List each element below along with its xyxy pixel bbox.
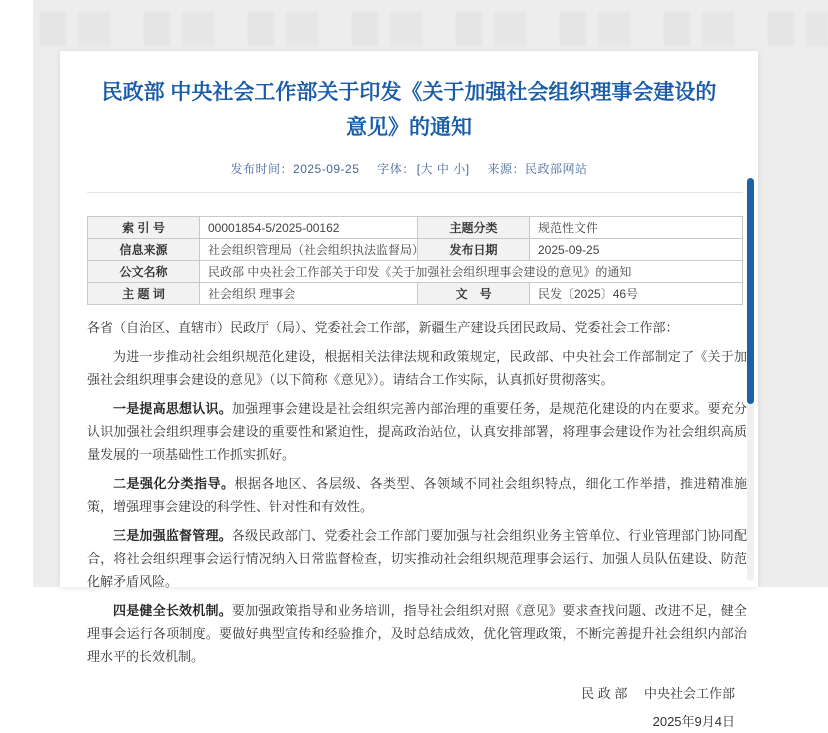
document-info-table	[87, 216, 743, 305]
paragraph-text: 加强理事会建设是社会组织完善内部治理的重要任务，是规范化建设的内在要求。要充分认识加强社会组织理事会建设的重要性和紧迫性，提高政治站位，认真安排部署，将理事会建设作为社会组织高质量发展的一项基础性工作抓实抓好。	[87, 401, 747, 462]
article-meta	[87, 160, 731, 177]
topic-category-value: 规范性文件	[530, 217, 743, 239]
index-number-value: 00001854-5/2025-00162	[200, 217, 418, 239]
publish-date-label: 发布日期	[418, 239, 530, 261]
point-1-paragraph	[87, 397, 747, 466]
left-margin-strip	[0, 0, 33, 587]
signature-date: 2025年9月4日	[652, 714, 735, 729]
paragraph-text: 各省（自治区、直辖市）民政厅（局）、党委社会工作部，新疆生产建设兵团民政局、党委社会工作部：	[87, 320, 679, 335]
font-size-label: 字体：	[377, 162, 415, 176]
point-4-paragraph	[87, 599, 747, 668]
table-row	[88, 283, 743, 305]
paragraph-lead: 四是健全长效机制。	[113, 603, 232, 618]
paragraph-text: 为进一步推动社会组织规范化建设，根据相关法律法规和政策规定，民政部、中央社会工作部制定了《关于加强社会组织理事会建设的意见》（以下简称《意见》）。请结合工作实际，认真抓好贯彻落实。	[87, 349, 747, 387]
background-watermark	[40, 12, 828, 46]
paragraph-text: 各级民政部门、党委社会工作部门要加强与社会组织业务主管单位、行业管理部门协同配合，将社会组织理事会运行情况纳入日常监督检查，切实推动社会组织规范理事会运行、加强人员队伍建设、防范化解矛盾风险。	[87, 528, 747, 589]
signature-block	[87, 682, 747, 733]
paragraph-text: 根据各地区、各层级、各类型、各领域不同社会组织特点，细化工作举措，推进精准施策，增强理事会建设的科学性、针对性和有效性。	[87, 476, 747, 514]
point-3-paragraph	[87, 524, 747, 593]
index-number-label: 索 引 号	[88, 217, 200, 239]
paragraph-text: 要加强政策指导和业务培训，指导社会组织对照《意见》要求查找问题、改进不足，健全理事会运行各项制度。要做好典型宣传和经验推介，及时总结成效，优化管理政策，不断完善提升社会组织内部治理水平的长效机制。	[87, 603, 747, 664]
topic-category-label: 主题分类	[418, 217, 530, 239]
keywords-value: 社会组织 理事会	[200, 283, 418, 305]
document-number-value: 民发〔2025〕46号	[530, 283, 743, 305]
document-name-label: 公文名称	[88, 261, 200, 283]
article-source: 来源：民政部网站	[487, 162, 588, 176]
signature-organizations: 民 政 部 中央社会工作部	[581, 686, 735, 701]
publish-date-value: 2025-09-25	[530, 239, 743, 261]
inner-scrollbar-track[interactable]	[747, 178, 754, 581]
keywords-label: 主 题 词	[88, 283, 200, 305]
paragraph-lead: 三是加强监督管理。	[113, 528, 232, 543]
info-source-value: 社会组织管理局（社会组织执法监督局）	[200, 239, 418, 261]
publish-time: 发布时间：2025-09-25	[230, 162, 360, 176]
paragraph-lead: 二是强化分类指导。	[113, 476, 235, 491]
table-row	[88, 217, 743, 239]
salutation-paragraph	[87, 316, 747, 339]
document-body	[87, 316, 747, 668]
paragraph-lead: 一是提高思想认识。	[113, 401, 232, 416]
intro-paragraph	[87, 345, 747, 391]
info-source-label: 信息来源	[88, 239, 200, 261]
inner-scrollbar-thumb[interactable]	[747, 178, 754, 404]
point-2-paragraph	[87, 472, 747, 518]
article-card	[60, 51, 758, 729]
document-number-label: 文 号	[418, 283, 530, 305]
table-row	[88, 261, 743, 283]
page-title: 民政部 中央社会工作部关于印发《关于加强社会组织理事会建设的意见》的通知	[101, 81, 717, 139]
table-row	[88, 239, 743, 261]
font-size-controls[interactable]: [大 中 小]	[416, 162, 470, 176]
header-divider	[87, 192, 743, 193]
document-name-value: 民政部 中央社会工作部关于印发《关于加强社会组织理事会建设的意见》的通知	[200, 261, 743, 283]
document-scroll-region	[87, 216, 747, 733]
